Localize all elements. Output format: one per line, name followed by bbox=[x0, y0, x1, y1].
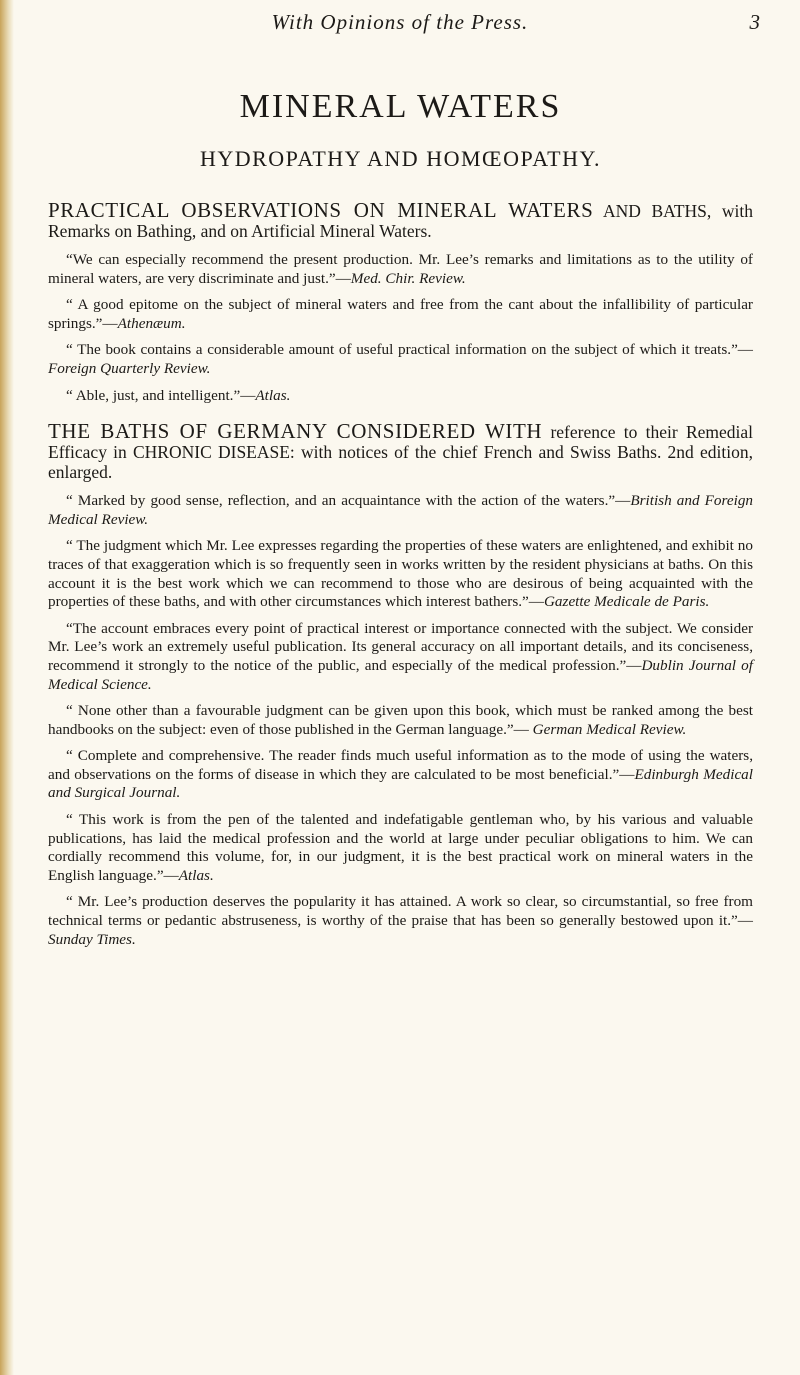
review-text: “ This work is from the pen of the talented and indefatigable gentleman who, by his various and valuable publications, has laid the medical profession and the world at large under peculiar obligations to him. We can cordially recommend this volume, for, in our judgment, it is the best practical work on mineral waters in the English language.”— bbox=[48, 811, 753, 884]
review-quote bbox=[48, 747, 753, 803]
book-heading-caps: PRACTICAL OBSERVATIONS ON MINERAL WATERS bbox=[48, 198, 594, 222]
book-heading-caps: THE BATHS OF GERMANY CONSIDERED WITH bbox=[48, 419, 543, 444]
review-source: Sunday Times. bbox=[48, 930, 136, 948]
review-quote bbox=[48, 492, 753, 529]
review-quote bbox=[48, 387, 753, 406]
review-text: “ Mr. Lee’s production deserves the popularity it has attained. A work so clear, so circumstantial, so free from technical terms or pedantic abstruseness, is worthy of the praise that has been so generally bestowed upon it.”— bbox=[48, 893, 753, 930]
page-edge bbox=[0, 0, 14, 1375]
review-quote bbox=[48, 341, 753, 378]
section-subtitle: HYDROPATHY AND HOMŒOPATHY. bbox=[199, 146, 602, 171]
review-quote bbox=[48, 251, 753, 288]
review-quote bbox=[48, 620, 753, 694]
review-quote bbox=[48, 893, 753, 949]
review-source: Atlas. bbox=[178, 866, 214, 884]
review-text: “ The book contains a considerable amount of useful practical information on the subject of which it treats.”— bbox=[66, 341, 753, 359]
section-title: MINERAL WATERS bbox=[239, 88, 562, 125]
book-heading-rest: reference to their Remedial Efficacy in CHRONIC DISEASE: with notices of the chief French and Swiss Baths. 2nd edition, enlarged. bbox=[48, 422, 753, 483]
review-text: “ Marked by good sense, reflection, and an acquaintance with the action of the waters.”— bbox=[66, 492, 631, 510]
review-text: “ None other than a favourable judgment can be given upon this book, which must be ranked among the best handbooks on the subject: even of those published in the German language.”— bbox=[48, 702, 753, 738]
page-number: 3 bbox=[749, 10, 760, 34]
review-source: Atlas. bbox=[255, 386, 291, 404]
review-text: “The account embraces every point of practical interest or importance connected with the subject. We consider Mr. Lee’s work an extremely useful publication. Its general accuracy on all important details, and its conciseness, recommend it strongly to the notice of the public, and especially of the medical profession.”— bbox=[48, 619, 753, 674]
review-source: Foreign Quarterly Review. bbox=[48, 359, 211, 377]
review-source: Gazette Medicale de Paris. bbox=[543, 593, 710, 611]
review-quote bbox=[48, 537, 753, 611]
review-text: “ The judgment which Mr. Lee expresses regarding the properties of these waters are enlightened, and exhibit no traces of that exaggeration which is so frequently seen in works written by the resident physicians at baths. On this account it is the best work which we can recommend to those who are desirous of being acquainted with the properties of these baths, and with other circumstances which interest bathers.”— bbox=[48, 537, 753, 611]
review-source: Edinburgh Medical and Surgical Journal. bbox=[48, 765, 753, 802]
review-text: “ Able, just, and intelligent.”— bbox=[66, 386, 256, 404]
running-head-title: With Opinions of the Press. bbox=[271, 10, 529, 34]
review-quote bbox=[48, 811, 753, 885]
review-source: British and Foreign Medical Review. bbox=[48, 492, 754, 528]
book-heading bbox=[48, 200, 753, 241]
book-heading-rest: AND BATHS, with Remarks on Bathing, and on Artificial Mineral Waters. bbox=[48, 201, 753, 241]
review-source: Athenæum. bbox=[117, 314, 186, 332]
review-text: “ Complete and comprehensive. The reader finds much useful information as to the mode of using the waters, and observations on the forms of disease in which they are calculated to be most beneficial.”— bbox=[48, 747, 753, 783]
review-text: “ A good epitome on the subject of mineral waters and free from the cant about the infallibility of particular springs.”— bbox=[48, 296, 753, 332]
page-content bbox=[48, 88, 753, 957]
review-quote bbox=[48, 702, 753, 739]
book-heading bbox=[48, 421, 753, 482]
review-text: “We can especially recommend the present production. Mr. Lee’s remarks and limitations as to the utility of mineral waters, are very discriminate and just.”— bbox=[48, 251, 753, 287]
running-head bbox=[40, 10, 760, 40]
review-source: Dublin Journal of Medical Science. bbox=[48, 656, 753, 693]
review-quote bbox=[48, 296, 753, 333]
review-source: German Medical Review. bbox=[532, 720, 687, 738]
review-source: Med. Chir. Review. bbox=[350, 269, 466, 287]
